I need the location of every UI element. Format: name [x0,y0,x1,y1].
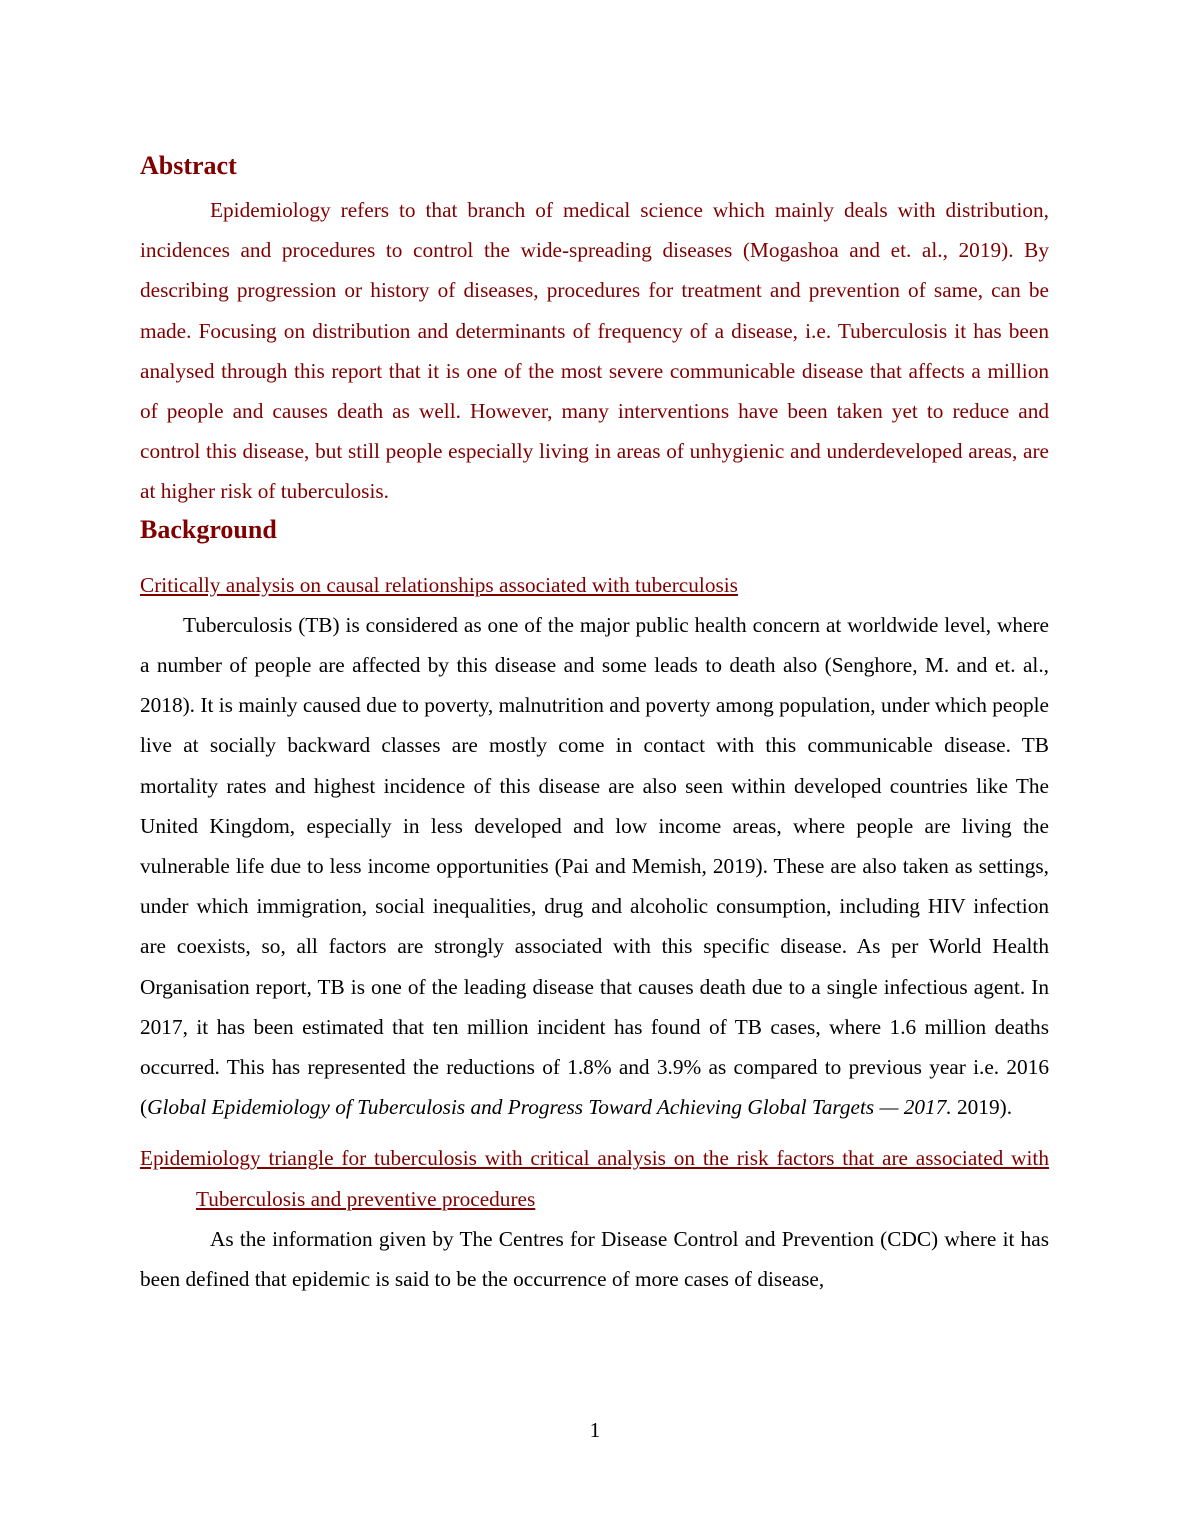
abstract-heading: Abstract [140,151,237,180]
abstract-paragraph: Epidemiology refers to that branch of medical science which mainly deals with distribution, incidences and procedures to control the wide-spreading diseases (Mogashoa and et. al., 2019). By describing progression or history of diseases, procedures for treatment and prevention of same, can be made. Focusing on distribution and determinants of frequency of a disease, i.e. Tuberculosis it has been analysed through this report that it is one of the most severe communicable disease that affects a million of people and causes death as well. However, many interventions have been taken yet to reduce and control this disease, but still people especially living in areas of unhygienic and underdeveloped areas, are at higher risk of tuberculosis. [140,198,1049,504]
subsection-triangle-title: Epidemiology triangle for tuberculosis with critical analysis on the risk factors that are associated with Tuberculosis and preventive procedures [140,1146,1049,1211]
subsection-triangle-paragraph: As the information given by The Centres for Disease Control and Prevention (CDC) where it has been defined that epidemic is said to be the occurrence of more cases of disease, [140,1226,1049,1292]
subsection-causal-title: Critically analysis on causal relationships associated with tuberculosis [140,572,738,597]
causal-text: Tuberculosis (TB) is considered as one of the major public health concern at worldwide level, where a number of people are affected by this disease and some leads to death also (Senghore, M. and et. al., 2018). It is mainly caused due to poverty, malnutrition and poverty among population, under which people live at socially backward classes are mostly come in contact with this communicable disease. TB mortality rates and highest incidence of this disease are also seen within developed countries like The United Kingdom, especially in less developed and low income areas, where people are living the vulnerable life due to less income opportunities (Pai and Memish, 2019). These are also taken as settings, under which immigration, social inequalities, drug and alcoholic consumption, including HIV infection are coexists, so, all factors are strongly associated with this specific disease. As per World Health Organisation report, TB is one of the leading disease that causes death due to a single infectious agent. In 2017, it has been estimated that ten million incident has found of TB cases, where 1.6 million deaths occurred. This has represented the reductions of 1.8% and 3.9% as compared to previous year i.e. 2016 ( [140,612,1049,1120]
citation-title: Global Epidemiology of Tuberculosis and Progress Toward Achieving Global Targets — 2017. [147,1095,952,1120]
page-number: 1 [589,1418,601,1442]
background-heading: Background [140,514,277,544]
subsection-causal-paragraph [140,605,1049,1128]
document-page [140,148,1049,1299]
citation-year: 2019). [951,1095,1013,1120]
